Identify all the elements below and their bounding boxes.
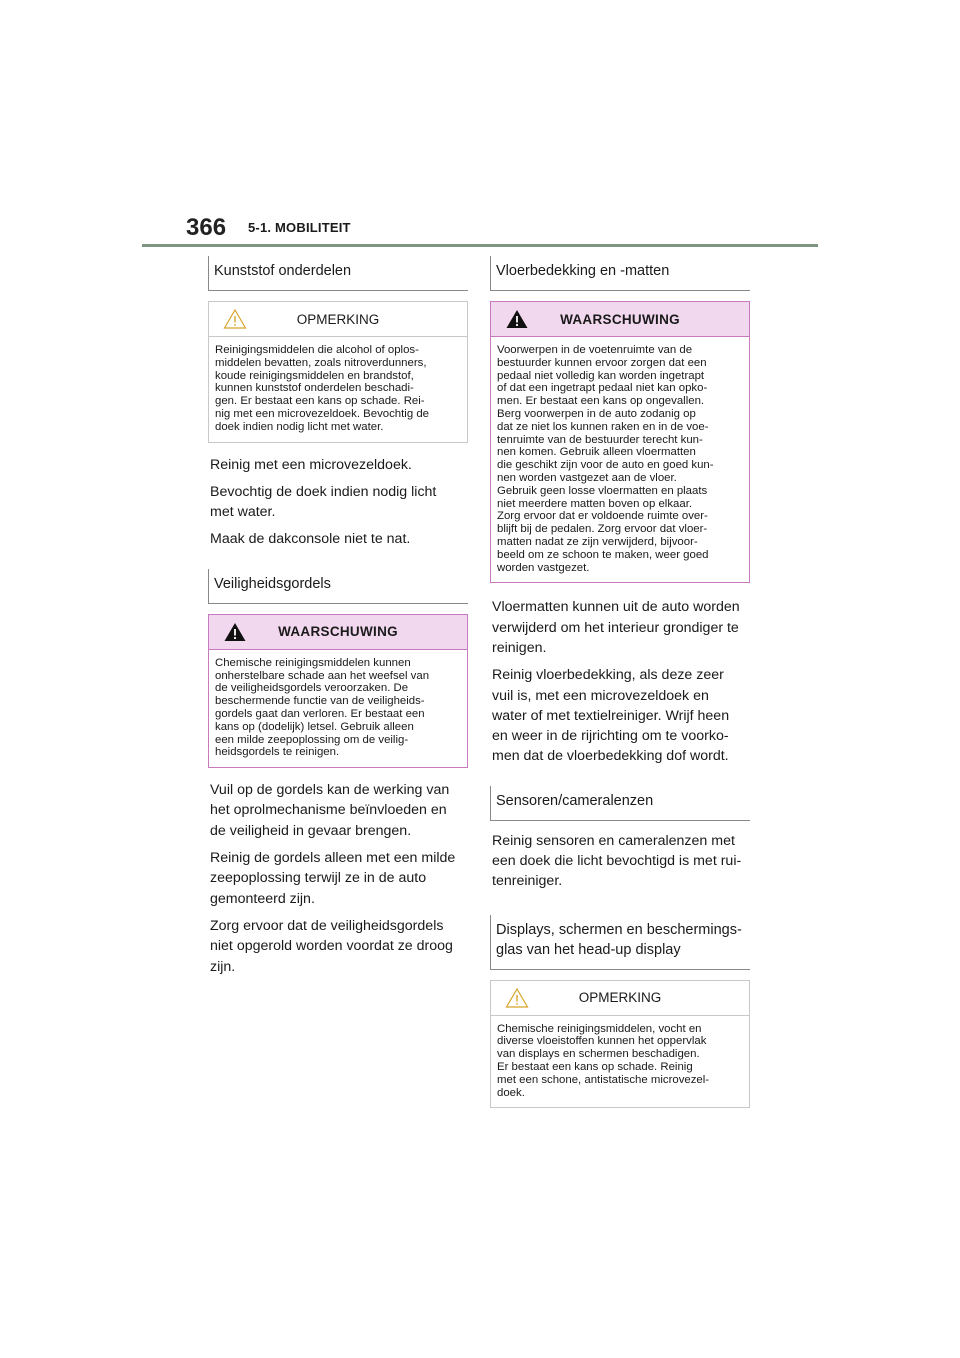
text-line: verwijderd om het interieur grondiger te: [492, 619, 739, 636]
notice-header: [209, 615, 467, 650]
text-line: men dat de vloerbedekking dof wordt.: [492, 748, 729, 765]
text-line: een doek die licht bevochtigd is met rui-: [492, 853, 742, 870]
text-line: Maak de dakconsole niet te nat.: [210, 531, 411, 548]
notice-line: Voorwerpen in de voetenruimte van de: [497, 344, 693, 356]
text-line: reinigen.: [492, 639, 547, 656]
notice-line: die geschikt zijn voor de auto en goed kun-: [497, 459, 714, 472]
notice-displays: [490, 980, 750, 1109]
notice-line: dat ze niet los kunnen raken en in de voe-: [497, 420, 709, 433]
text-line: het oprolmechanisme beïnvloeden en: [210, 802, 447, 819]
heading-line: Displays, schermen en beschermings-: [496, 921, 742, 938]
notice-kunststof: [208, 301, 468, 443]
notice-body: [209, 650, 467, 767]
notice-gordels: [208, 614, 468, 768]
text-line: Zorg ervoor dat de veiligheidsgordels: [210, 917, 444, 934]
notice-title: OPMERKING: [578, 990, 662, 1006]
notice-line: Berg voorwerpen in de auto zodanig op: [497, 407, 696, 420]
text-line: en weer in de rijrichting om te voorko-: [492, 728, 729, 745]
notice-line: diverse vloeistoffen kunnen het oppervlak: [497, 1035, 707, 1048]
notice-line: gordels gaat dan verloren. Er bestaat een: [215, 707, 425, 720]
notice-line: kans op (dodelijk) letsel. Gebruik alleen: [215, 720, 414, 733]
notice-line: blijft bij de pedalen. Zorg ervoor dat vloer-: [497, 523, 708, 536]
warning-triangle-icon: [223, 621, 247, 643]
notice-line: koude reinigingsmiddelen en brandstof,: [215, 369, 414, 382]
paragraph: [210, 780, 468, 841]
notice-line: Chemische reinigingsmiddelen, vocht en: [497, 1022, 702, 1035]
paragraph: [210, 455, 468, 475]
notice-body: [491, 337, 749, 582]
right-column: [490, 256, 750, 1120]
text-line: met water.: [210, 504, 276, 521]
text-line: water of met textielreiniger. Wrijf heen: [492, 707, 730, 724]
notice-line: nig met een microvezeldoek. Bevochtig de: [215, 407, 430, 420]
paragraph: [210, 848, 468, 909]
notice-line: matten nadat ze zijn verwijderd, bijvoor-: [497, 535, 698, 548]
text-line: zijn.: [210, 958, 236, 975]
notice-body: [491, 1016, 749, 1108]
notice-line: worden vastgezet.: [497, 561, 590, 574]
heading-kunststof: Kunststof onderdelen: [208, 256, 468, 291]
heading-sensoren: Sensoren/cameralenzen: [490, 786, 750, 821]
caution-outline-icon: [223, 308, 247, 330]
text-line: Bevochtig de doek indien nodig licht: [210, 483, 437, 500]
heading-line: glas van het head-up display: [496, 941, 681, 958]
text-line: Reinig de gordels alleen met een milde: [210, 850, 456, 867]
notice-line: men. Er bestaat een kans op ongevallen.: [497, 395, 705, 408]
text-line: tenreiniger.: [492, 873, 563, 890]
notice-title: WAARSCHUWING: [560, 311, 680, 327]
left-column: [208, 256, 468, 984]
text-line: Reinig met een microvezeldoek.: [210, 456, 412, 473]
text-line: niet opgerold worden voordat ze droog: [210, 938, 453, 955]
paragraph: [210, 916, 468, 977]
notice-line: de veiligheidsgordels veroorzaken. De: [215, 682, 409, 695]
notice-line: onherstelbare schade aan het weefsel van: [215, 669, 430, 682]
notice-line: bestuurder kunnen ervoor zorgen dat een: [497, 356, 707, 369]
caution-outline-icon: [505, 987, 529, 1009]
paragraph: [492, 831, 750, 892]
warning-triangle-icon: [505, 308, 529, 330]
notice-line: nen komen. Gebruik alleen vloermatten: [497, 446, 696, 459]
text-line: de veiligheid in gevaar brengen.: [210, 822, 412, 839]
notice-line: Reinigingsmiddelen die alcohol of oplos-: [215, 344, 419, 356]
notice-header: [209, 302, 467, 337]
paragraph: [210, 529, 468, 549]
notice-line: pedaal niet volledig kan worden ingetrapt: [497, 369, 705, 382]
text-line: zeepoplossing terwijl ze in de auto: [210, 870, 427, 887]
notice-line: beschermende functie van de veiligheids-: [215, 695, 425, 708]
notice-line: niet meerdere matten boven op elkaar.: [497, 497, 693, 510]
paragraph: [210, 482, 468, 523]
text-line: Vuil op de gordels kan de werking van: [210, 782, 450, 799]
notice-header: [491, 302, 749, 337]
page-number: 366: [186, 214, 227, 241]
notice-line: een milde zeepoplossing om de veilig-: [215, 733, 409, 746]
notice-line: Gebruik geen losse vloermatten en plaats: [497, 484, 708, 497]
section-title: 5-1. MOBILITEIT: [248, 220, 351, 235]
notice-vloer: [490, 301, 750, 583]
notice-line: of dat een ingetrapt pedaal niet kan opko-: [497, 382, 708, 395]
notice-line: kunnen kunststof onderdelen beschadi-: [215, 382, 414, 395]
notice-line: middelen bevatten, zoals nitroverdunners,: [215, 356, 427, 369]
notice-line: nen worden vastgezet aan de vloer.: [497, 471, 677, 484]
text-line: vuil is, met een microvezeldoek en: [492, 687, 709, 704]
paragraph: [492, 665, 750, 766]
notice-line: Zorg ervoor dat er voldoende ruimte over-: [497, 510, 708, 523]
heading-displays: [490, 915, 750, 970]
notice-line: gen. Er bestaat een kans op schade. Rei-: [215, 395, 425, 408]
notice-line: van displays en schermen beschadigen.: [497, 1048, 700, 1061]
notice-line: Er bestaat een kans op schade. Reinig: [497, 1061, 693, 1073]
text-line: Vloermatten kunnen uit de auto worden: [492, 599, 740, 616]
heading-vloerbedekking: Vloerbedekking en -matten: [490, 256, 750, 291]
text-line: Reinig sensoren en cameralenzen met: [492, 832, 735, 849]
notice-line: Chemische reinigingsmiddelen kunnen: [215, 656, 411, 669]
notice-line: doek indien nodig licht met water.: [215, 420, 384, 433]
text-line: Reinig vloerbedekking, als deze zeer: [492, 667, 724, 684]
notice-title: OPMERKING: [296, 311, 380, 327]
notice-line: tenruimte van de bestuurder terecht kun-: [497, 433, 703, 446]
notice-line: heidsgordels te reinigen.: [215, 746, 340, 759]
notice-title: WAARSCHUWING: [278, 624, 398, 640]
notice-line: doek.: [497, 1086, 525, 1099]
notice-line: met een schone, antistatische microvezel-: [497, 1073, 710, 1086]
heading-veiligheidsgordels: Veiligheidsgordels: [208, 569, 468, 604]
notice-header: [491, 981, 749, 1016]
notice-line: beeld om ze schoon te maken, weer goed: [497, 548, 709, 561]
text-line: gemonteerd zijn.: [210, 890, 315, 907]
paragraph: [492, 597, 750, 658]
notice-body: [209, 337, 467, 442]
header-rule: [142, 244, 818, 247]
